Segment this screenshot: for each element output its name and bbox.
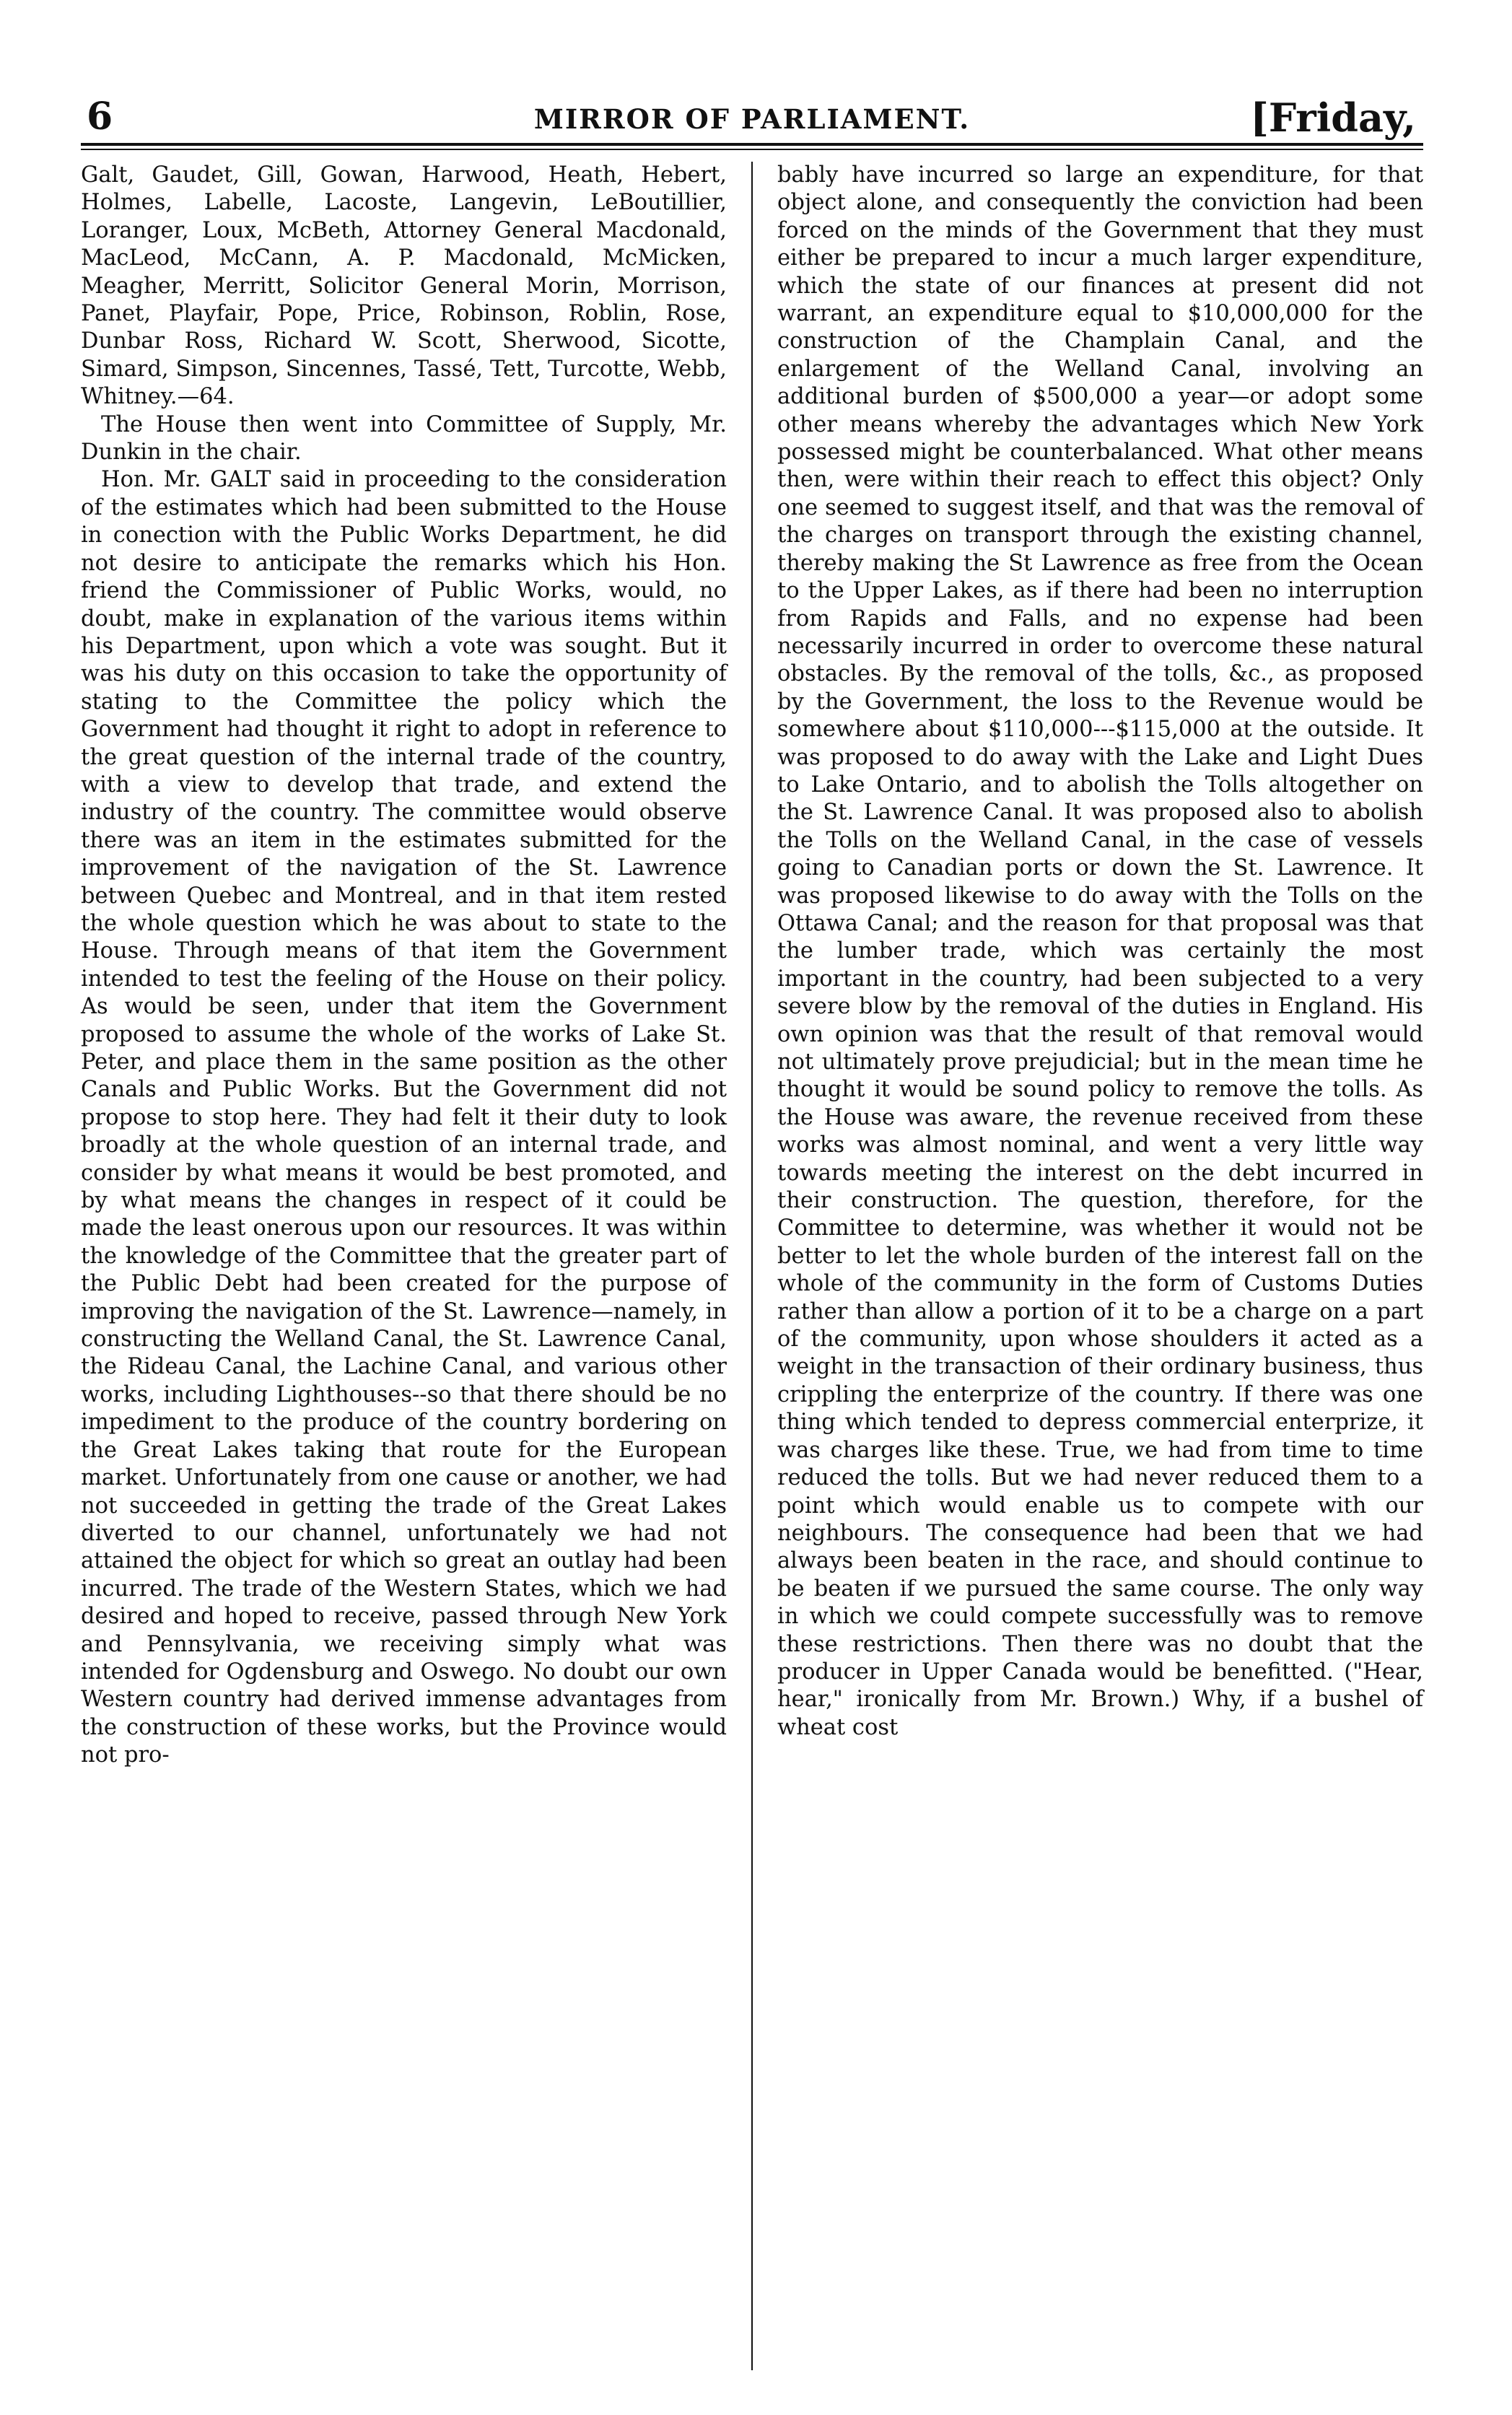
header-rule-thick [81, 143, 1423, 146]
right-column [763, 162, 1423, 2370]
header-rule-thin [81, 149, 1423, 150]
left-column [81, 162, 741, 2370]
page-header [81, 87, 1423, 141]
right-paragraph-1: bably have incurred so large an expenditure, for that object alone, and consequently the conviction had been forced on the minds of the Government that they must either be prepared to incur a much larger expenditure, which the state of our finances at present did not warrant, an expenditure equal to $10,000,000 for the construction of the Champlain Canal, and the enlargement of the Welland Canal, involving an additional burden of $500,000 a year—or adopt some other means whereby the advantages which New York possessed might be counterbalanced. What other means then, were within their reach to effect this object? Only one seemed to suggest itself, and that was the removal of the charges on transport through the existing channel, thereby making the St Lawrence as free from the Ocean to the Upper Lakes, as if there had been no interruption from Rapids and Falls, and no expense had been necessarily incurred in order to overcome these natural obstacles. By the removal of the tolls, &c., as proposed by the Government, the loss to the Revenue would be somewhere about $110,000---$115,000 at the outside. It was proposed to do away with the Lake and Light Dues to Lake Ontario, and to abolish the Tolls altogether on the St. Lawrence Canal. It was proposed also to abolish the Tolls on the Welland Canal, in the case of vessels going to Canadian ports or down the St. Lawrence. It was proposed likewise to do away with the Tolls on the Ottawa Canal; and the reason for that proposal was that the lumber trade, which was certainly the most important in the country, had been subjected to a very severe blow by the removal of the duties in England. His own opinion was that the result of that removal would not ultimately prove prejudicial; but in the mean time he thought it would be sound policy to remove the tolls. As the House was aware, the revenue received from these works was almost nominal, and went a very little way towards meeting the interest on the debt incurred in their construction. The question, therefore, for the Committee to determine, was whether it would not be better to let the whole burden of the interest fall on the whole of the community in the form of Customs Duties rather than allow a portion of it to be a charge on a part of the community, upon whose shoulders it acted as a weight in the transaction of their ordinary business, thus crippling the enterprize of the country. If there was one thing which tended to depress commercial enterprize, it was charges like these. True, we had from time to time reduced the tolls. But we had never reduced them to a point which would enable us to compete with our neighbours. The consequence had been that we had always been beaten in the race, and should continue to be beaten if we pursued the same course. The only way in which we could compete successfully was to remove these restrictions. Then there was no doubt that the producer in Upper Canada would be benefitted. ("Hear, hear," ironically from Mr. Brown.) Why, if a bushel of wheat cost [777, 162, 1423, 1740]
day-label: [Friday, [1250, 95, 1416, 141]
newspaper-page [81, 87, 1423, 2382]
left-paragraph-1: Galt, Gaudet, Gill, Gowan, Harwood, Heath, Hebert, Holmes, Labelle, Lacoste, Langevin, LeBoutillier, Loranger, Loux, McBeth, Attorney General Macdonald, MacLeod, McCann, A. P. Macdonald, McMicken, Meagher, Merritt, Solicitor General Morin, Morrison, Panet, Playfair, Pope, Price, Robinson, Roblin, Rose, Dunbar Ross, Richard W. Scott, Sherwood, Sicotte, Simard, Simpson, Sincennes, Tassé, Tett, Turcotte, Webb, Whitney.—64. [81, 162, 727, 410]
text-columns [81, 162, 1423, 2370]
left-paragraph-3: Hon. Mr. GALT said in proceeding to the consideration of the estimates which had been submitted to the House in conection with the Public Works Department, he did not desire to anticipate the remarks which his Hon. friend the Commissioner of Public Works, would, no doubt, make in explanation of the various items within his Department, upon which a vote was sought. But it was his duty on this occasion to take the opportunity of stating to the Committee the policy which the Government had thought it right to adopt in reference to the great question of the internal trade of the country, with a view to develop that trade, and extend the industry of the country. The committee would observe there was an item in the estimates submitted for the improvement of the navigation of the St. Lawrence between Quebec and Montreal, and in that item rested the whole question which he was about to state to the House. Through means of that item the Government intended to test the feeling of the House on their policy. As would be seen, under that item the Government proposed to assume the whole of the works of Lake St. Peter, and place them in the same position as the other Canals and Public Works. But the Government did not propose to stop here. They had felt it their duty to look broadly at the whole question of an internal trade, and consider by what means it would be best promoted, and by what means the changes in respect of it could be made the least onerous upon our resources. It was within the knowledge of the Committee that the greater part of the Public Debt had been created for the purpose of improving the navigation of the St. Lawrence—namely, in constructing the Welland Canal, the St. Lawrence Canal, the Rideau Canal, the Lachine Canal, and various other works, including Lighthouses--so that there should be no impediment to the produce of the country bordering on the Great Lakes taking that route for the European market. Unfortunately from one cause or another, we had not succeeded in getting the trade of the Great Lakes diverted to our channel, unfortunately we had not attained the object for which so great an outlay had been incurred. The trade of the Western States, which we had desired and hoped to receive, passed through New York and Pennsylvania, we receiving simply what was intended for Ogdensburg and Oswego. No doubt our own Western country had derived immense advantages from the construction of these works, but the Province would not pro- [81, 467, 727, 1768]
column-divider [751, 162, 753, 2370]
running-title: MIRROR OF PARLIAMENT. [533, 103, 971, 135]
left-paragraph-2: The House then went into Committee of Supply, Mr. Dunkin in the chair. [81, 411, 727, 466]
page-number: 6 [87, 95, 113, 139]
